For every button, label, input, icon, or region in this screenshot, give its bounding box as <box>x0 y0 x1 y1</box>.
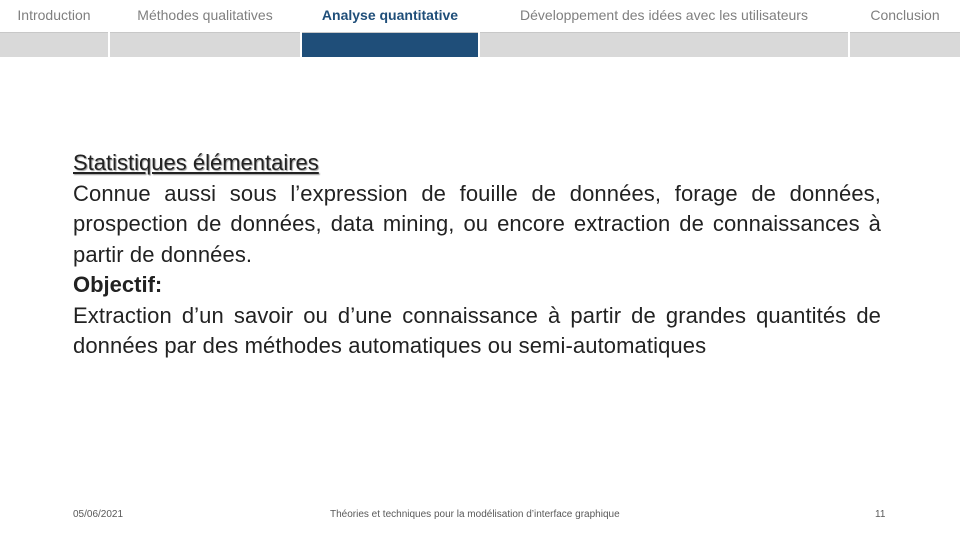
nav-bar-active <box>302 32 478 57</box>
nav-label: Méthodes qualitatives <box>137 7 273 23</box>
footer-title: Théories et techniques pour la modélisation d’interface graphique <box>330 509 620 520</box>
nav-item-analyse-quantitative[interactable] <box>302 0 478 58</box>
section-navigation <box>0 0 960 58</box>
slide-heading: Statistiques élémentaires <box>73 150 319 175</box>
nav-item-introduction[interactable] <box>0 0 108 58</box>
nav-bar <box>480 32 848 57</box>
nav-item-conclusion[interactable] <box>850 0 960 58</box>
nav-item-developpement-idees[interactable] <box>480 0 848 58</box>
definition-paragraph: Connue aussi sous l’expression de fouille de données, forage de données, prospection de données, data mining, ou encore extraction de connaissances à partir de données. <box>73 180 881 267</box>
objective-label: Objectif: <box>73 272 163 297</box>
objective-paragraph: Extraction d’un savoir ou d’une connaissance à partir de grandes quantités de données par des méthodes automatiques ou semi-automatiques <box>73 302 881 358</box>
footer-date: 05/06/2021 <box>73 509 124 520</box>
nav-bar <box>0 32 108 57</box>
nav-bar <box>110 32 300 57</box>
nav-label: Introduction <box>17 7 91 23</box>
slide-number: 11 <box>875 509 886 520</box>
nav-label: Développement des idées avec les utilisateurs <box>520 7 808 23</box>
slide-content <box>73 148 881 362</box>
nav-label: Conclusion <box>870 7 940 23</box>
nav-item-methodes-qualitatives[interactable] <box>110 0 300 58</box>
nav-label: Analyse quantitative <box>321 7 459 23</box>
nav-bar <box>850 32 960 57</box>
